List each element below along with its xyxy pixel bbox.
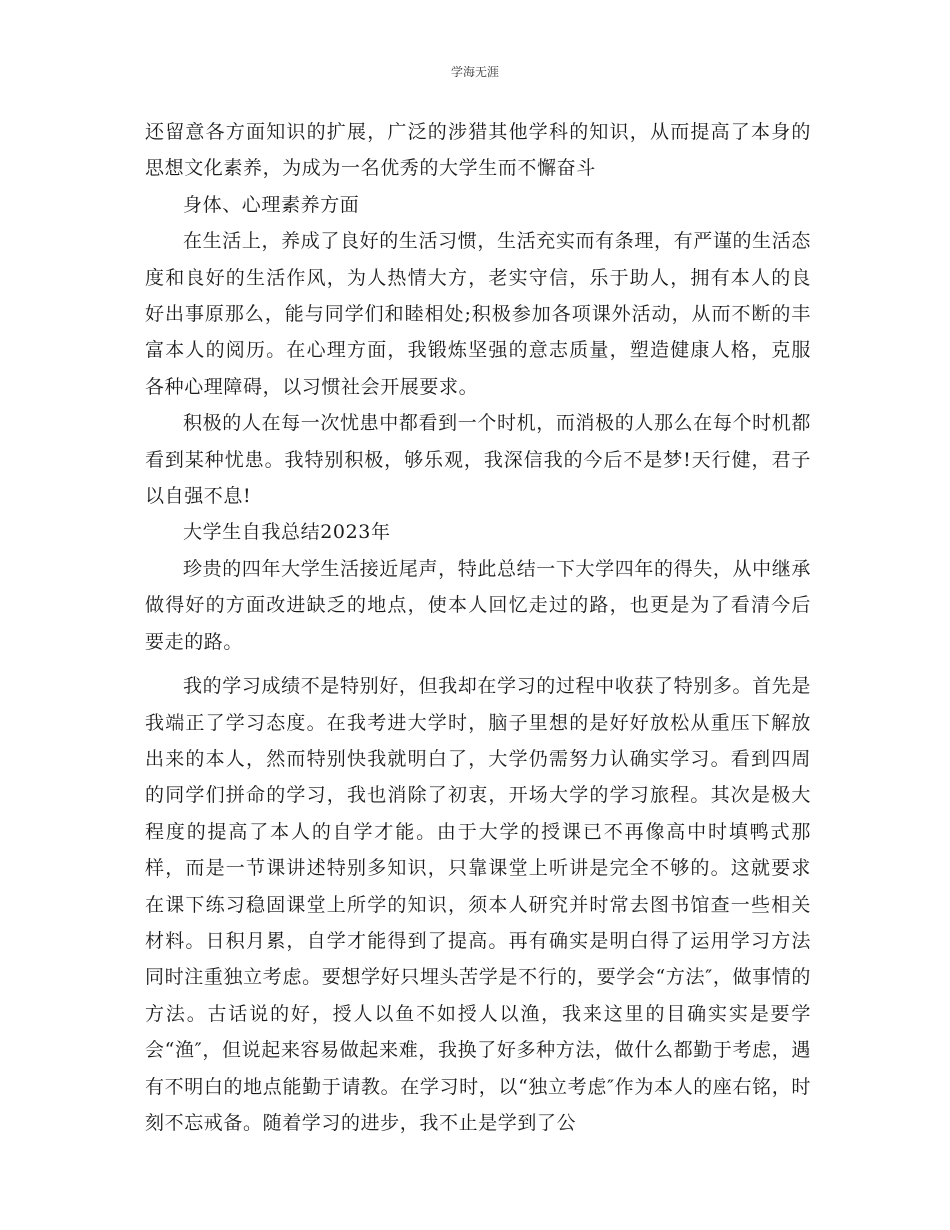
section-heading-body-mind: 身体、心理素养方面 bbox=[183, 193, 360, 216]
paragraph-study: 我的学习成绩不是特别好，但我却在学习的过程中收获了特别多。首先是我端正了学习态度。在我考进大学时，脑子里想的是好好放松从重压下解放出来的本人，然而特别快我就明白了，大学仍需努力认确实学习。看到四周的同学们拼命的学习，我也消除了初衷，开场大学的学习旅程。其次是极大程度的提高了本人的自学才能。由于大学的授课已不再像高中时填鸭式那样，而是一节课讲述特别多知识，只靠课堂上听讲是完全不够的。这就要求在课下练习稳固课堂上所学的知识，须本人研究并时常去图书馆查一些相关材料。日积月累，自学才能得到了提高。再有确实是明白得了运用学习方法同时注重独立考虑。要想学好只埋头苦学是不行的，要学会“方法″，做事情的方法。古话说的好，授人以鱼不如授人以渔，我来这里的目确实实是要学会“渔″，但说起来容易做起来难，我换了好多种方法，做什么都勤于考虑，遇有不明白的地点能勤于请教。在学习时，以“独立考虑″作为本人的座右铭，时刻不忘戒备。随着学习的进步，我不止是学到了公 bbox=[145, 675, 811, 1134]
document-body bbox=[145, 114, 811, 1141]
paragraph-summary-intro: 珍贵的四年大学生活接近尾声，特此总结一下大学四年的得失，从中继承做得好的方面改进缺乏的地点，使本人回忆走过的路，也更是为了看清今后要走的路。 bbox=[145, 557, 811, 653]
page-header: 学海无涯 bbox=[450, 65, 499, 79]
paragraph-intro-continuation: 还留意各方面知识的扩展，广泛的涉猎其他学科的知识，从而提高了本身的思想文化素养，为成为一名优秀的大学生而不懈奋斗 bbox=[145, 121, 811, 180]
section-heading-summary: 大学生自我总结2023年 bbox=[183, 521, 391, 544]
paragraph-optimism: 积极的人在每一次忧患中都看到一个时机，而消极的人那么在每个时机都看到某种忧患。我特别积极，够乐观，我深信我的今后不是梦!天行健，君子以自强不息! bbox=[145, 412, 811, 508]
paragraph-life: 在生活上，养成了良好的生活习惯，生活充实而有条理，有严谨的生活态度和良好的生活作风，为人热情大方，老实守信，乐于助人，拥有本人的良好出事原那么，能与同学们和睦相处;积极参加各项课外活动，从而不断的丰富本人的阅历。在心理方面，我锻炼坚强的意志质量，塑造健康人格，克服各种心理障碍，以习惯社会开展要求。 bbox=[145, 230, 811, 398]
